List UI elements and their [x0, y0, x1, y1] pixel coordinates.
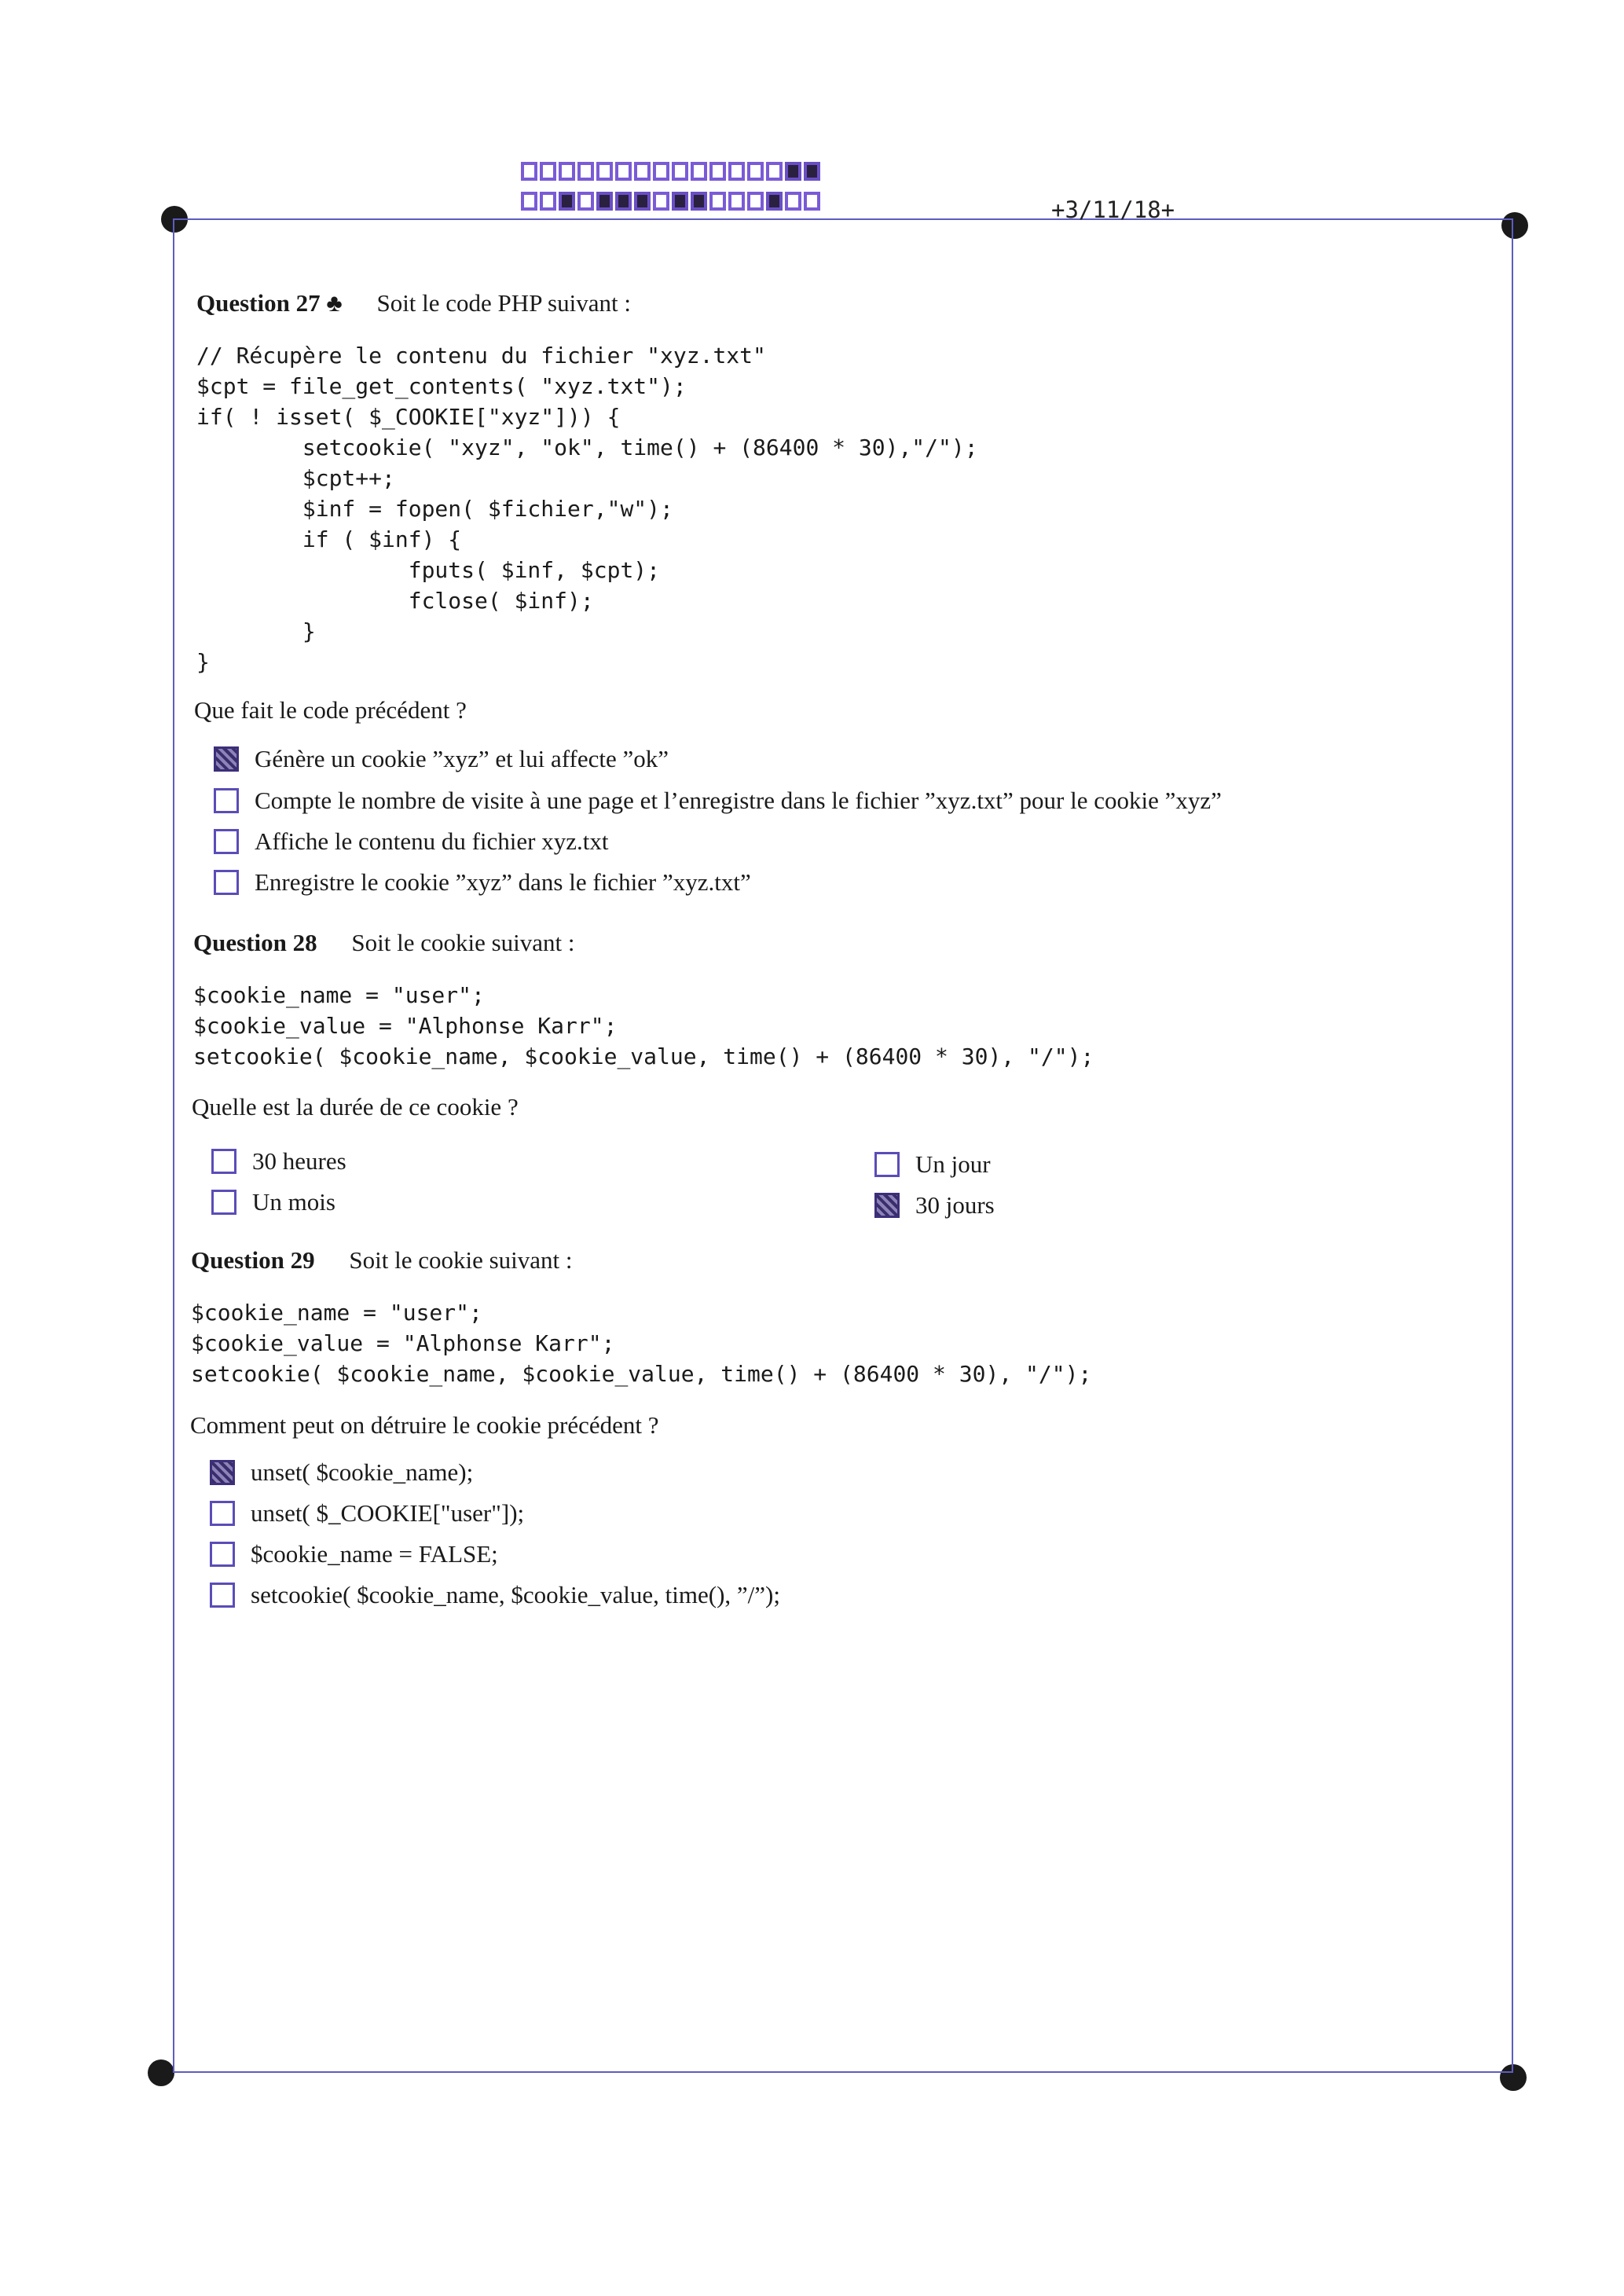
answer-option[interactable] — [211, 1147, 346, 1176]
answer-option[interactable] — [210, 1499, 524, 1528]
option-label: setcookie( $cookie_name, $cookie_value, time(), ”/”); — [251, 1581, 780, 1608]
checkbox[interactable] — [210, 1501, 235, 1526]
code-block: $cookie_name = "user"; $cookie_value = "Alphonse Karr"; setcookie( $cookie_name, $cookie_value, time() + (86400 * 30), "/"); — [193, 982, 1094, 1069]
option-label: 30 heures — [252, 1147, 346, 1175]
option-label: 30 jours — [915, 1191, 995, 1219]
question-number: Question 27 — [196, 289, 321, 317]
barcode-row-1 — [521, 162, 823, 181]
answer-option[interactable] — [210, 1458, 473, 1487]
checkbox[interactable] — [214, 829, 239, 854]
checkbox[interactable] — [214, 788, 239, 813]
checkbox[interactable] — [214, 870, 239, 895]
page-id: +3/11/18+ — [1051, 196, 1175, 223]
corner-marker-bottom-left — [148, 2059, 174, 2086]
answer-option[interactable] — [214, 868, 751, 897]
checkbox[interactable] — [210, 1583, 235, 1608]
answer-option[interactable] — [214, 745, 669, 773]
question-prompt: Comment peut on détruire le cookie précédent ? — [190, 1411, 659, 1439]
option-label: Un jour — [915, 1150, 991, 1178]
question-number: Question 28 — [193, 929, 317, 956]
question-number: Question 29 — [191, 1246, 315, 1274]
code-block: $cookie_name = "user"; $cookie_value = "Alphonse Karr"; setcookie( $cookie_name, $cookie_value, time() + (86400 * 30), "/"); — [191, 1300, 1092, 1387]
checkbox[interactable] — [210, 1460, 235, 1485]
answer-option[interactable] — [211, 1188, 335, 1216]
answer-option[interactable] — [874, 1150, 991, 1179]
answer-option[interactable] — [214, 787, 1222, 815]
question-29-header — [191, 1246, 573, 1275]
checkbox[interactable] — [210, 1542, 235, 1567]
option-label: Enregistre le cookie ”xyz” dans le fichier ”xyz.txt” — [255, 868, 751, 896]
club-icon: ♣ — [326, 289, 343, 317]
answer-option[interactable] — [210, 1540, 498, 1568]
question-27-header — [196, 289, 631, 317]
checkbox[interactable] — [214, 746, 239, 772]
option-label: Génère un cookie ”xyz” et lui affecte ”ok” — [255, 745, 669, 772]
option-label: Affiche le contenu du fichier xyz.txt — [255, 827, 609, 855]
answer-option[interactable] — [874, 1191, 995, 1220]
option-label: Compte le nombre de visite à une page et l’enregistre dans le fichier ”xyz.txt” pour le cookie ”xyz” — [255, 787, 1222, 814]
question-prompt: Que fait le code précédent ? — [194, 696, 467, 724]
answer-option[interactable] — [214, 827, 608, 856]
answer-option[interactable] — [210, 1581, 780, 1609]
checkbox[interactable] — [211, 1190, 236, 1215]
question-intro: Soit le cookie suivant : — [349, 1246, 573, 1274]
question-28-header — [193, 929, 575, 957]
option-label: unset( $_COOKIE["user"]); — [251, 1499, 525, 1527]
question-intro: Soit le code PHP suivant : — [376, 289, 631, 317]
question-intro: Soit le cookie suivant : — [351, 929, 575, 956]
question-prompt: Quelle est la durée de ce cookie ? — [192, 1093, 519, 1120]
option-label: Un mois — [252, 1188, 335, 1216]
code-block: // Récupère le contenu du fichier "xyz.txt" $cpt = file_get_contents( "xyz.txt"); if( ! isset( $_COOKIE["xyz"])) { setcookie( "xyz", "ok", time() + (86400 * 30),"/"); $cpt++; $inf = fopen( $fichier,"w"); if ( $inf) { fputs( $inf, $cpt); fclose( $inf); } } — [196, 343, 978, 675]
checkbox[interactable] — [874, 1152, 900, 1177]
option-label: unset( $cookie_name); — [251, 1458, 474, 1486]
checkbox[interactable] — [874, 1193, 900, 1218]
checkbox[interactable] — [211, 1149, 236, 1174]
option-label: $cookie_name = FALSE; — [251, 1540, 498, 1568]
barcode-row-2 — [521, 192, 823, 211]
